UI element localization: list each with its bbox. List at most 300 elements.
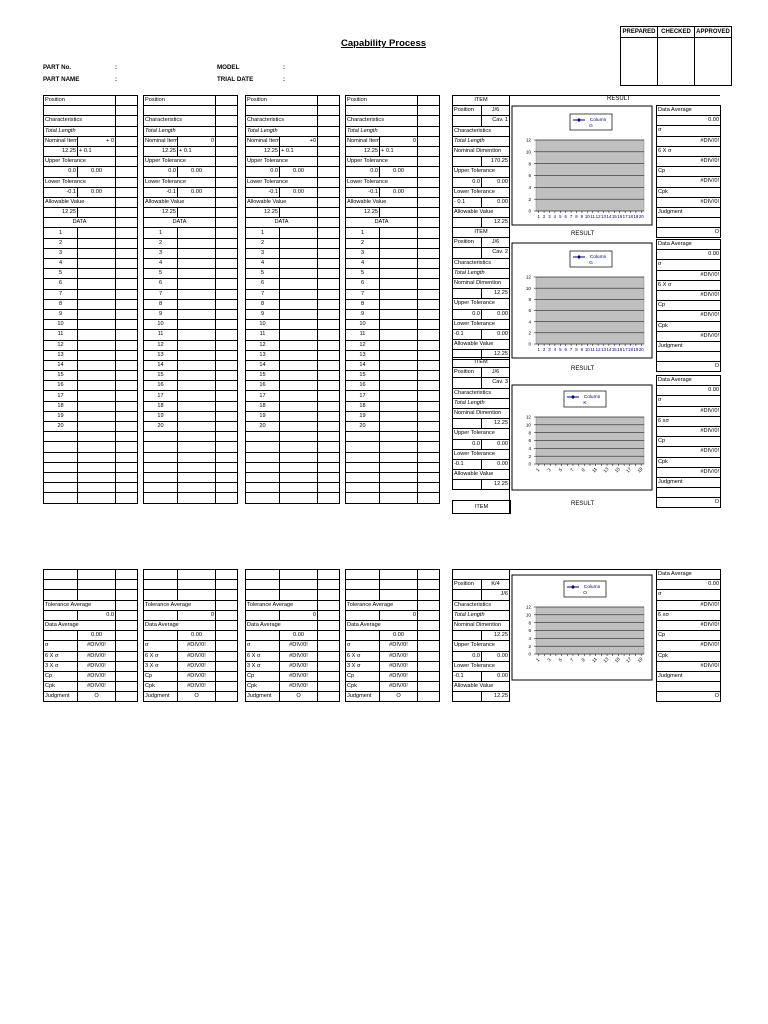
tolerance-average-value: 0 <box>380 610 418 620</box>
characteristics-label: Characteristics <box>453 600 510 610</box>
y-tick-label: 4 <box>528 445 531 451</box>
judgment-label: Judgment <box>246 692 280 702</box>
allowable-value: 12.25 <box>482 350 510 360</box>
row-number: 11 <box>246 330 280 340</box>
characteristics-label: Characteristics <box>453 388 510 398</box>
data-average-value: 0.00 <box>380 631 418 641</box>
x-tick-label: 16 <box>617 347 623 352</box>
row-number: 14 <box>246 360 280 370</box>
row-number: 8 <box>246 299 280 309</box>
data-average-label: Data Average <box>657 376 721 386</box>
item-label: ITEM <box>453 228 510 238</box>
y-tick-label: 0 <box>528 341 531 347</box>
three-sigma-label: 3 X σ <box>44 661 78 671</box>
x-tick-label: 3 <box>548 214 551 219</box>
upper-tolerance-b: 0.00 <box>78 167 116 177</box>
x-tick-label: 19 <box>636 466 644 474</box>
x-tick-label: 11 <box>590 347 595 352</box>
data-average-label: Data Average <box>246 620 318 630</box>
y-tick-label: 4 <box>528 319 531 325</box>
upper-tolerance-label: Upper Tolerance <box>453 429 510 439</box>
allowable-value: 12.25 <box>246 208 280 218</box>
cp-label: Cp <box>657 301 721 311</box>
row-number: 8 <box>44 299 78 309</box>
allowable-label: Allowable Value <box>453 470 510 480</box>
legend-label-suffix: O <box>583 591 587 596</box>
row-number: 6 <box>346 279 380 289</box>
x-tick-label: 3 <box>546 657 552 663</box>
nominal-value: 12.25 <box>482 289 510 299</box>
position-value: J/6 <box>482 368 510 378</box>
row-number: 1 <box>44 228 78 238</box>
data-header: DATA <box>246 218 318 228</box>
row-number: 13 <box>246 350 280 360</box>
x-tick-label: 8 <box>575 347 578 352</box>
six-sigma-label: 6 X σ <box>246 651 280 661</box>
position-label: Position <box>346 96 418 106</box>
x-tick-label: 5 <box>557 467 564 473</box>
y-tick-label: 10 <box>525 422 531 428</box>
six-sigma-label: 6 X σ <box>44 651 78 661</box>
upper-tolerance-b: 0.00 <box>482 439 510 449</box>
cpk-label: Cpk <box>44 682 78 692</box>
x-tick-label: 1 <box>537 347 540 352</box>
x-tick-label: 10 <box>584 347 590 352</box>
x-tick-label: 4 <box>553 347 557 352</box>
sigma-value: #DIV/0! <box>380 641 418 651</box>
position-label: Position <box>453 368 482 378</box>
row-number: 12 <box>144 340 178 350</box>
row-number: 11 <box>346 330 380 340</box>
three-sigma-value: #DIV/0! <box>380 661 418 671</box>
upper-tolerance-b: 0.00 <box>482 651 510 661</box>
characteristic-value: Total Length <box>453 136 510 146</box>
cpk-label: Cpk <box>657 457 721 467</box>
six-sigma-value: #DIV/0! <box>380 651 418 661</box>
nominal-a: 12.25 <box>346 146 380 156</box>
y-tick-label: 12 <box>525 137 531 143</box>
judgment-value: O <box>380 692 418 702</box>
position-label: Position <box>144 96 216 106</box>
position-label: Position <box>453 238 482 248</box>
allowable-value: 12.25 <box>482 692 510 702</box>
x-tick-label: 6 <box>564 347 567 352</box>
row-number: 10 <box>144 320 178 330</box>
characteristics-label: Characteristics <box>346 116 418 126</box>
cp-value: #DIV/0! <box>657 641 721 651</box>
characteristic-value: Total Length <box>144 126 216 136</box>
data-average-label: Data Average <box>657 240 721 250</box>
sigma-label: σ <box>657 260 721 270</box>
allowable-value: 12.25 <box>482 218 510 228</box>
cpk-label: Cpk <box>657 651 721 661</box>
six-sigma-label: 6 X σ <box>144 651 178 661</box>
row-number: 6 <box>144 279 178 289</box>
row-number: 1 <box>246 228 280 238</box>
row-number: 17 <box>346 391 380 401</box>
x-tick-label: 12 <box>595 347 601 352</box>
cp-label: Cp <box>44 671 78 681</box>
cpk-value: #DIV/0! <box>657 661 721 671</box>
upper-tolerance-b: 0.00 <box>380 167 418 177</box>
data-header: DATA <box>144 218 216 228</box>
x-tick-label: 13 <box>601 347 606 352</box>
upper-tolerance-a: 0.0 <box>346 167 380 177</box>
row-number: 20 <box>246 422 280 432</box>
y-tick-label: 10 <box>525 612 531 618</box>
y-tick-label: 8 <box>528 620 531 626</box>
judgment-label: Judgment <box>44 692 78 702</box>
row-number: 7 <box>144 289 178 299</box>
judgment-value: O <box>280 692 318 702</box>
tolerance-average-label: Tolerance Average <box>44 600 116 610</box>
six-sigma-value: #DIV/0! <box>657 156 721 166</box>
lower-tolerance-b: 0.00 <box>280 187 318 197</box>
x-tick-label: 20 <box>638 214 644 219</box>
sigma-label: σ <box>657 590 721 600</box>
row-number: 7 <box>346 289 380 299</box>
characteristic-value: Total Length <box>44 126 116 136</box>
result-footer-2: RESULT <box>571 366 595 372</box>
item-footer: ITEM <box>452 500 511 514</box>
row-number: 10 <box>246 320 280 330</box>
row-number: 6 <box>246 279 280 289</box>
characteristic-value: Total Length <box>453 610 510 620</box>
row-number: 15 <box>144 371 178 381</box>
x-tick-label: 15 <box>611 347 617 352</box>
row-number: 19 <box>346 411 380 421</box>
y-tick-label: 0 <box>528 461 531 467</box>
upper-tolerance-b: 0.00 <box>178 167 216 177</box>
lower-tolerance-label: Lower Tolerance <box>453 449 510 459</box>
x-tick-label: 1 <box>535 657 541 663</box>
prepared-label: PREPARED <box>621 27 658 38</box>
y-tick-label: 10 <box>525 285 531 291</box>
row-number: 14 <box>346 360 380 370</box>
x-tick-label: 9 <box>580 657 586 663</box>
y-tick-label: 6 <box>528 173 531 179</box>
cpk-label: Cpk <box>246 682 280 692</box>
nominal-label: Nominal Item <box>346 136 380 146</box>
sigma-value: #DIV/0! <box>657 136 721 146</box>
y-tick-label: 12 <box>525 274 531 280</box>
y-tick-label: 4 <box>528 635 531 641</box>
x-tick-label: 9 <box>580 467 586 473</box>
row-number: 18 <box>246 401 280 411</box>
row-number: 16 <box>144 381 178 391</box>
judgment-label: Judgment <box>346 692 380 702</box>
y-tick-label: 6 <box>528 628 531 634</box>
row-number: 4 <box>44 259 78 269</box>
row-number: 17 <box>44 391 78 401</box>
allowable-value: 12.25 <box>144 208 178 218</box>
row-number: 19 <box>44 411 78 421</box>
y-tick-label: 12 <box>525 604 531 610</box>
lower-tolerance-b: 0.00 <box>482 459 510 469</box>
data-average-value: 0.00 <box>78 631 116 641</box>
row-number: 14 <box>144 360 178 370</box>
upper-tolerance-a: 0.0 <box>246 167 280 177</box>
tolerance-average-label: Tolerance Average <box>144 600 216 610</box>
row-number: 5 <box>44 269 78 279</box>
sigma-label: σ <box>346 641 380 651</box>
six-sigma-label: 6 xσ <box>657 416 721 426</box>
cp-label: Cp <box>657 167 721 177</box>
cp-value: #DIV/0! <box>78 671 116 681</box>
approved-label: APPROVED <box>695 27 732 38</box>
data-average-value: 0.00 <box>657 250 721 260</box>
part-name-colon: : <box>115 76 118 83</box>
lower-tolerance-b: 0.00 <box>482 671 510 681</box>
row-number: 12 <box>346 340 380 350</box>
three-sigma-label: 3 X σ <box>144 661 178 671</box>
x-tick-label: 3 <box>548 347 551 352</box>
data-average-value: 0.00 <box>178 631 216 641</box>
upper-tolerance-label: Upper Tolerance <box>346 157 418 167</box>
lower-tolerance-b: 0.00 <box>178 187 216 197</box>
upper-tolerance-b: 0.00 <box>482 309 510 319</box>
row-number: 15 <box>246 371 280 381</box>
row-number: 18 <box>144 401 178 411</box>
x-tick-label: 14 <box>606 214 612 219</box>
cp-value: #DIV/0! <box>178 671 216 681</box>
allowable-label: Allowable Value <box>453 208 510 218</box>
trial-date-label: TRIAL DATE <box>217 76 254 83</box>
row-number: 3 <box>246 248 280 258</box>
judgment-value: O <box>657 692 721 702</box>
model-colon: : <box>283 64 286 71</box>
x-tick-label: 13 <box>601 214 606 219</box>
x-tick-label: 6 <box>564 214 567 219</box>
row-number: 7 <box>246 289 280 299</box>
legend-label: Column <box>589 255 607 260</box>
row-number: 16 <box>246 381 280 391</box>
sigma-value: #DIV/0! <box>78 641 116 651</box>
position-label: Position <box>246 96 318 106</box>
x-tick-label: 13 <box>602 466 610 474</box>
legend-label-suffix: K <box>583 401 587 406</box>
data-average-value: 0.00 <box>280 631 318 641</box>
cpk-value: #DIV/0! <box>178 682 216 692</box>
x-tick-label: 18 <box>628 347 633 352</box>
nominal-label: Nominal Item <box>246 136 280 146</box>
sigma-value: #DIV/0! <box>178 641 216 651</box>
row-number: 7 <box>44 289 78 299</box>
cp-value: #DIV/0! <box>280 671 318 681</box>
cpk-value: #DIV/0! <box>78 682 116 692</box>
sigma-label: σ <box>44 641 78 651</box>
nominal-value: + 0 <box>78 136 116 146</box>
sigma-label: σ <box>657 396 721 406</box>
cp-label: Cp <box>657 631 721 641</box>
y-tick-label: 2 <box>528 643 531 649</box>
cp-label: Cp <box>246 671 280 681</box>
x-tick-label: 5 <box>559 347 562 352</box>
data-average-value: 0.00 <box>657 580 721 590</box>
x-tick-label: 7 <box>569 347 573 352</box>
x-tick-label: 15 <box>613 656 621 664</box>
judgment-value: O <box>657 498 721 508</box>
lower-tolerance-a: -0.1 <box>453 459 482 469</box>
row-number: 9 <box>44 309 78 319</box>
row-number: 4 <box>144 259 178 269</box>
allowable-value: 12.25 <box>346 208 380 218</box>
item-label: ITEM <box>453 96 510 106</box>
nominal-b: + 0.1 <box>178 146 216 156</box>
three-sigma-value: #DIV/0! <box>78 661 116 671</box>
y-tick-label: 0 <box>528 651 531 657</box>
lower-tolerance-a: -0.1 <box>44 187 78 197</box>
nominal-label: Nominal Dimention <box>453 146 510 156</box>
cpk-value: #DIV/0! <box>280 682 318 692</box>
judgment-value: O <box>657 362 721 372</box>
x-tick-label: 11 <box>591 466 599 474</box>
three-sigma-value: #DIV/0! <box>178 661 216 671</box>
row-number: 16 <box>346 381 380 391</box>
nominal-label: Nominal Item <box>44 136 78 146</box>
x-tick-label: 12 <box>595 214 601 219</box>
row-number: 20 <box>44 422 78 432</box>
cpk-value: #DIV/0! <box>657 331 721 341</box>
x-tick-label: 9 <box>580 214 584 219</box>
cp-label: Cp <box>346 671 380 681</box>
row-number: 4 <box>246 259 280 269</box>
tolerance-average-value: 0 <box>280 610 318 620</box>
cavity-label: J/6 <box>482 590 510 600</box>
nominal-value: +0 <box>280 136 318 146</box>
y-tick-label: 8 <box>528 296 531 302</box>
nominal-value: 0 <box>380 136 418 146</box>
x-tick-label: 5 <box>559 214 562 219</box>
x-tick-label: 8 <box>575 214 578 219</box>
x-tick-label: 7 <box>569 214 573 219</box>
upper-tolerance-a: 0.0 <box>453 651 482 661</box>
x-tick-label: 18 <box>628 214 633 219</box>
lower-tolerance-a: -0.1 <box>144 187 178 197</box>
checked-label: CHECKED <box>658 27 695 38</box>
row-number: 15 <box>44 371 78 381</box>
part-no-label: PART No. <box>43 64 72 71</box>
row-number: 13 <box>144 350 178 360</box>
page-title: Capability Process <box>341 38 427 49</box>
cpk-label: Cpk <box>346 682 380 692</box>
row-number: 18 <box>346 401 380 411</box>
row-number: 15 <box>346 371 380 381</box>
row-number: 17 <box>144 391 178 401</box>
nominal-label: Nominal Dimention <box>453 620 510 630</box>
six-sigma-label: 6 X σ <box>346 651 380 661</box>
row-number: 8 <box>346 299 380 309</box>
sigma-value: #DIV/0! <box>657 270 721 280</box>
lower-tolerance-b: 0.00 <box>78 187 116 197</box>
lower-tolerance-a: -0.1 <box>346 187 380 197</box>
part-no-colon: : <box>115 64 118 71</box>
judgment-value: O <box>78 692 116 702</box>
x-tick-label: 19 <box>636 656 644 664</box>
lower-tolerance-a: -0.1 <box>246 187 280 197</box>
row-number: 12 <box>44 340 78 350</box>
allowable-label: Allowable Value <box>453 682 510 692</box>
upper-tolerance-label: Upper Tolerance <box>144 157 216 167</box>
data-average-label: Data Average <box>657 106 721 116</box>
tolerance-average-label: Tolerance Average <box>346 600 418 610</box>
upper-tolerance-a: 0.0 <box>144 167 178 177</box>
row-number: 11 <box>44 330 78 340</box>
judgment-label: Judgment <box>657 207 721 217</box>
tolerance-average-value: 0 <box>178 610 216 620</box>
row-number: 8 <box>144 299 178 309</box>
y-tick-label: 12 <box>525 414 531 420</box>
characteristics-label: Characteristics <box>144 116 216 126</box>
x-tick-label: 3 <box>546 467 552 473</box>
characteristics-label: Characteristics <box>44 116 116 126</box>
nominal-a: 12.25 <box>44 146 78 156</box>
model-label: MODEL <box>217 64 240 71</box>
x-tick-label: 19 <box>633 347 639 352</box>
row-number: 5 <box>144 269 178 279</box>
six-sigma-value: #DIV/0! <box>657 426 721 436</box>
data-average-value: 0.00 <box>657 116 721 126</box>
data-header: DATA <box>346 218 418 228</box>
row-number: 3 <box>346 248 380 258</box>
x-tick-label: 16 <box>617 214 623 219</box>
row-number: 1 <box>144 228 178 238</box>
legend-label-suffix: G <box>589 124 593 129</box>
x-tick-label: 11 <box>591 656 599 664</box>
cavity-label: Cav. 1 <box>482 116 510 126</box>
row-number: 10 <box>346 320 380 330</box>
data-average-value: 0.00 <box>657 386 721 396</box>
part-name-label: PART NAME <box>43 76 80 83</box>
x-tick-label: 2 <box>542 347 546 352</box>
legend-label-suffix: G <box>589 261 593 266</box>
x-tick-label: 14 <box>606 347 612 352</box>
sigma-value: #DIV/0! <box>657 600 721 610</box>
row-number: 6 <box>44 279 78 289</box>
y-tick-label: 4 <box>528 184 531 190</box>
judgment-label: Judgment <box>657 477 721 487</box>
sigma-label: σ <box>657 126 721 136</box>
judgment-label: Judgment <box>657 671 721 681</box>
nominal-label: Nominal Dimention <box>453 408 510 418</box>
x-tick-label: 9 <box>580 347 584 352</box>
y-tick-label: 0 <box>528 208 531 214</box>
three-sigma-value: #DIV/0! <box>280 661 318 671</box>
y-tick-label: 2 <box>528 330 531 336</box>
row-number: 13 <box>346 350 380 360</box>
row-number: 1 <box>346 228 380 238</box>
position-value: K/4 <box>482 580 510 590</box>
x-tick-label: 13 <box>602 656 610 664</box>
upper-tolerance-a: 0.0 <box>44 167 78 177</box>
cpk-label: Cpk <box>657 187 721 197</box>
cp-value: #DIV/0! <box>657 311 721 321</box>
row-number: 14 <box>44 360 78 370</box>
tolerance-average-value: 0.0 <box>78 610 116 620</box>
characteristics-label: Characteristics <box>453 126 510 136</box>
allowable-label: Allowable Value <box>246 197 318 207</box>
upper-tolerance-a: 0.0 <box>453 439 482 449</box>
row-number: 13 <box>44 350 78 360</box>
position-label: Position <box>44 96 116 106</box>
row-number: 12 <box>246 340 280 350</box>
lower-tolerance-label: Lower Tolerance <box>453 319 510 329</box>
y-tick-label: 2 <box>528 196 531 202</box>
characteristics-label: Characteristics <box>246 116 318 126</box>
x-tick-label: 17 <box>625 466 633 474</box>
position-label: Position <box>453 580 482 590</box>
x-tick-label: 17 <box>625 656 633 664</box>
